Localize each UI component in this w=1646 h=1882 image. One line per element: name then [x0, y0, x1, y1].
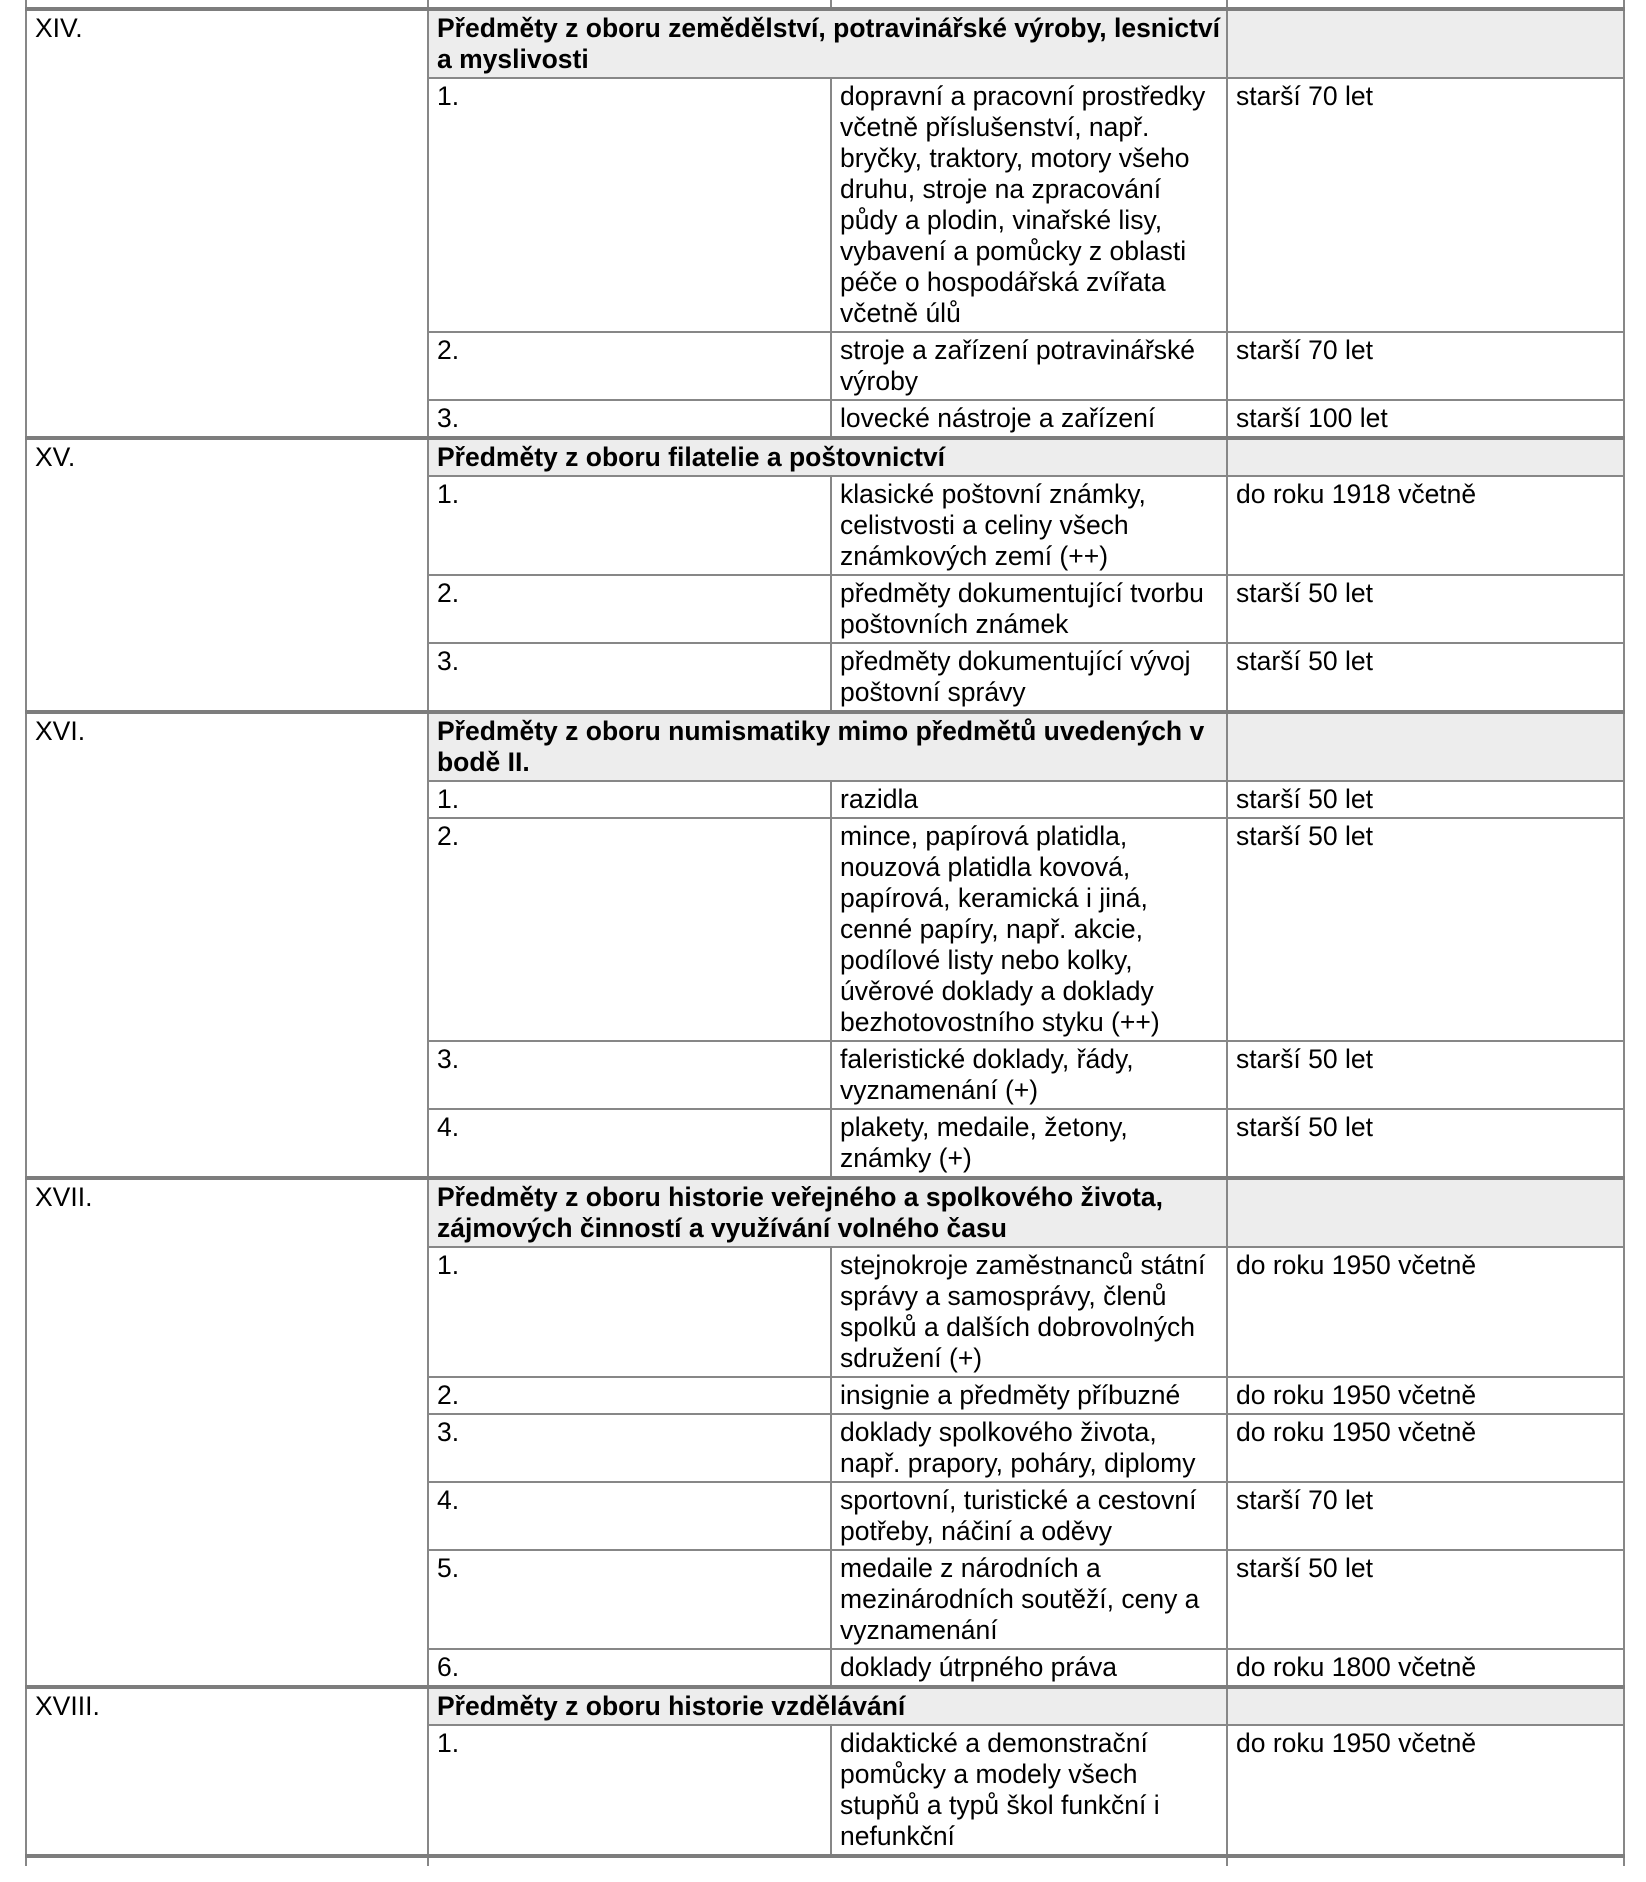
item-description-cell: faleristické doklady, řády, vyznamenání (+)	[831, 1041, 1227, 1109]
item-number-cell: 1.	[428, 476, 831, 575]
item-number-cell: 6.	[428, 1649, 831, 1687]
item-description-cell: plakety, medaile, žetony, známky (+)	[831, 1109, 1227, 1178]
item-number-cell: 3.	[428, 643, 831, 712]
item-number-cell: 2.	[428, 1377, 831, 1414]
section-title-cell: Předměty z oboru filatelie a poštovnictví	[428, 438, 1227, 476]
item-description-cell: razidla	[831, 781, 1227, 818]
item-description-cell: medaile z národních a mezinárodních soutěží, ceny a vyznamenání	[831, 1550, 1227, 1649]
item-description-cell: předměty dokumentující vývoj poštovní správy	[831, 643, 1227, 712]
item-age-limit-cell: do roku 1950 včetně	[1227, 1725, 1624, 1856]
item-description-cell: předměty dokumentující tvorbu poštovních známek	[831, 575, 1227, 643]
item-number-cell: 2.	[428, 818, 831, 1041]
item-description-cell: mince, papírová platidla, nouzová platidla kovová, papírová, keramická i jiná, cenné papíry, např. akcie, podílové listy nebo kolky, úvěrové doklady a doklady bezhotovostního styku (++)	[831, 818, 1227, 1041]
item-description-cell: lovecké nástroje a zařízení	[831, 400, 1227, 438]
section-age-header-cell	[1227, 712, 1624, 781]
item-age-limit-cell: starší 50 let	[1227, 1550, 1624, 1649]
section-numeral-cell: XIV.	[26, 9, 428, 438]
section-title-cell: Předměty z oboru numismatiky mimo předmětů uvedených v bodě II.	[428, 712, 1227, 781]
item-age-limit-cell: starší 100 let	[1227, 400, 1624, 438]
section-age-header-cell	[1227, 1178, 1624, 1247]
partial-cell	[428, 0, 831, 9]
item-age-limit-cell: starší 70 let	[1227, 78, 1624, 332]
section-header-row	[26, 712, 1624, 781]
item-description-cell: doklady spolkového života, např. prapory, poháry, diplomy	[831, 1414, 1227, 1482]
item-age-limit-cell: starší 50 let	[1227, 818, 1624, 1041]
partial-cell	[26, 0, 428, 9]
item-description-cell: klasické poštovní známky, celistvosti a celiny všech známkových zemí (++)	[831, 476, 1227, 575]
section-header-row	[26, 9, 1624, 78]
item-age-limit-cell: do roku 1950 včetně	[1227, 1377, 1624, 1414]
partial-row-top	[26, 0, 1624, 9]
partial-cell	[1227, 1856, 1624, 1866]
section-numeral-cell: XVI.	[26, 712, 428, 1178]
item-age-limit-cell: starší 50 let	[1227, 1109, 1624, 1178]
item-age-limit-cell: starší 70 let	[1227, 332, 1624, 400]
section-header-row	[26, 438, 1624, 476]
item-number-cell: 4.	[428, 1482, 831, 1550]
section-title-cell: Předměty z oboru historie vzdělávání	[428, 1687, 1227, 1725]
partial-cell	[831, 0, 1227, 9]
section-numeral-cell: XVIII.	[26, 1687, 428, 1856]
item-number-cell: 4.	[428, 1109, 831, 1178]
item-age-limit-cell: do roku 1950 včetně	[1227, 1247, 1624, 1377]
item-number-cell: 5.	[428, 1550, 831, 1649]
section-header-row	[26, 1178, 1624, 1247]
partial-cell	[428, 1856, 1227, 1866]
section-numeral-cell: XV.	[26, 438, 428, 712]
item-age-limit-cell: starší 50 let	[1227, 781, 1624, 818]
item-age-limit-cell: starší 70 let	[1227, 1482, 1624, 1550]
item-number-cell: 1.	[428, 78, 831, 332]
item-number-cell: 2.	[428, 575, 831, 643]
item-age-limit-cell: starší 50 let	[1227, 643, 1624, 712]
item-number-cell: 1.	[428, 781, 831, 818]
item-description-cell: doklady útrpného práva	[831, 1649, 1227, 1687]
item-age-limit-cell: starší 50 let	[1227, 1041, 1624, 1109]
antique-categories-table	[25, 0, 1625, 1866]
section-numeral-cell: XVII.	[26, 1178, 428, 1687]
item-age-limit-cell: do roku 1950 včetně	[1227, 1414, 1624, 1482]
item-description-cell: stroje a zařízení potravinářské výroby	[831, 332, 1227, 400]
item-description-cell: stejnokroje zaměstnanců státní správy a samosprávy, členů spolků a dalších dobrovolných sdružení (+)	[831, 1247, 1227, 1377]
item-description-cell: sportovní, turistické a cestovní potřeby, náčiní a oděvy	[831, 1482, 1227, 1550]
section-title-cell: Předměty z oboru zemědělství, potravinářské výroby, lesnictví a myslivosti	[428, 9, 1227, 78]
item-description-cell: didaktické a demonstrační pomůcky a modely všech stupňů a typů škol funkční i nefunkční	[831, 1725, 1227, 1856]
item-number-cell: 1.	[428, 1725, 831, 1856]
section-age-header-cell	[1227, 438, 1624, 476]
item-number-cell: 3.	[428, 1041, 831, 1109]
partial-row-bottom	[26, 1856, 1624, 1866]
section-title-cell: Předměty z oboru historie veřejného a spolkového života, zájmových činností a využívání volného času	[428, 1178, 1227, 1247]
partial-cell	[1227, 0, 1624, 9]
item-age-limit-cell: do roku 1800 včetně	[1227, 1649, 1624, 1687]
item-description-cell: insignie a předměty příbuzné	[831, 1377, 1227, 1414]
section-age-header-cell	[1227, 1687, 1624, 1725]
item-description-cell: dopravní a pracovní prostředky včetně příslušenství, např. bryčky, traktory, motory všeho druhu, stroje na zpracování půdy a plodin, vinařské lisy, vybavení a pomůcky z oblasti péče o hospodářská zvířata včetně úlů	[831, 78, 1227, 332]
section-header-row	[26, 1687, 1624, 1725]
item-number-cell: 1.	[428, 1247, 831, 1377]
item-age-limit-cell: do roku 1918 včetně	[1227, 476, 1624, 575]
item-age-limit-cell: starší 50 let	[1227, 575, 1624, 643]
item-number-cell: 2.	[428, 332, 831, 400]
section-age-header-cell	[1227, 9, 1624, 78]
partial-cell	[26, 1856, 428, 1866]
item-number-cell: 3.	[428, 1414, 831, 1482]
item-number-cell: 3.	[428, 400, 831, 438]
